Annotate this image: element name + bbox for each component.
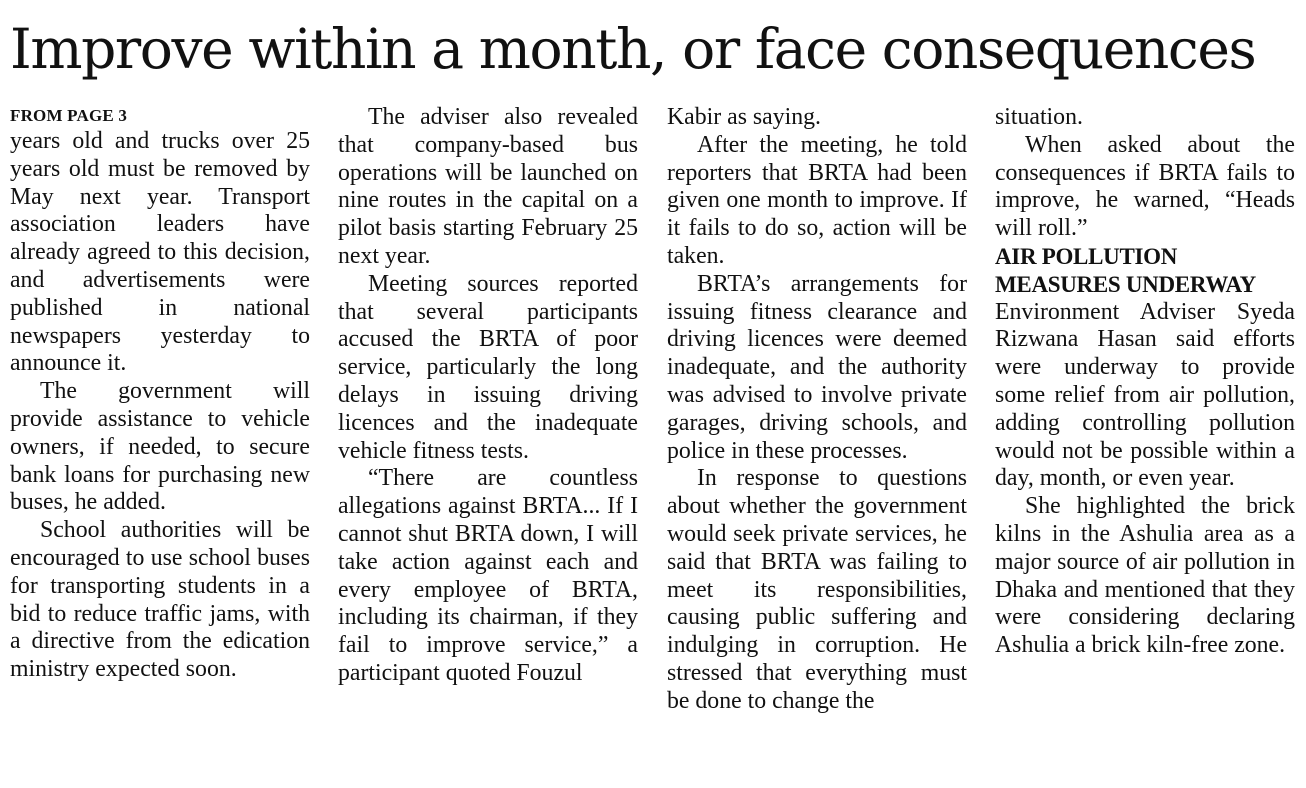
paragraph: “There are countless allegations against BRTA... If I cannot shut BRTA down, I will take action against each and every employee of BRTA, including its chairman, if they fail to improve service,” a participant quoted Fouzul xyxy=(338,465,638,686)
column-4 xyxy=(995,104,1295,784)
paragraph: years old and trucks over 25 years old must be removed by May next year. Transport association leaders have already agreed to this decision, and advertisements were published in national newspapers yesterday to announce it. xyxy=(10,128,310,377)
column-2 xyxy=(338,104,638,784)
jump-line: FROM PAGE 3 xyxy=(10,106,128,125)
paragraph: Environment Adviser Syeda Rizwana Hasan said efforts were underway to provide some relief from air pollution, adding controlling pollution would not be possible within a day, month, or even year. xyxy=(995,298,1295,492)
subheading: AIR POLLUTION MEASURES UNDERWAY xyxy=(995,243,1256,297)
paragraph: Kabir as saying. xyxy=(667,104,821,130)
headline: Improve within a month, or face consequences xyxy=(10,17,1256,81)
paragraph: The adviser also revealed that company-based bus operations will be launched on nine routes in the capital on a pilot basis starting February 25 next year. xyxy=(338,104,638,269)
column-1 xyxy=(10,104,310,784)
paragraph: The government will provide assistance to vehicle owners, if needed, to secure bank loans for purchasing new buses, he added. xyxy=(10,378,310,516)
paragraph: In response to questions about whether the government would seek private services, he said that BRTA was failing to meet its responsibilities, causing public suffering and indulging in corruption. He stressed that everything must be done to change the xyxy=(667,465,967,714)
paragraph: situation. xyxy=(995,104,1083,130)
column-3 xyxy=(667,104,967,784)
paragraph: After the meeting, he told reporters that BRTA had been given one month to improve. If it fails to do so, action will be taken. xyxy=(667,131,967,269)
paragraph: She highlighted the brick kilns in the Ashulia area as a major source of air pollution in Dhaka and mentioned that they were considering declaring Ashulia a brick kiln-free zone. xyxy=(995,493,1295,659)
paragraph: BRTA’s arrangements for issuing fitness clearance and driving licences were deemed inadequate, and the authority was advised to involve private garages, driving schools, and police in these processes. xyxy=(667,270,967,464)
paragraph: When asked about the consequences if BRTA fails to improve, he warned, “Heads will roll.” xyxy=(995,131,1295,242)
paragraph: School authorities will be encouraged to use school buses for transporting students in a bid to reduce traffic jams, with a directive from the edication ministry expected soon. xyxy=(10,517,310,683)
paragraph: Meeting sources reported that several participants accused the BRTA of poor service, particularly the long delays in issuing driving licences and the inadequate vehicle fitness tests. xyxy=(338,270,638,464)
